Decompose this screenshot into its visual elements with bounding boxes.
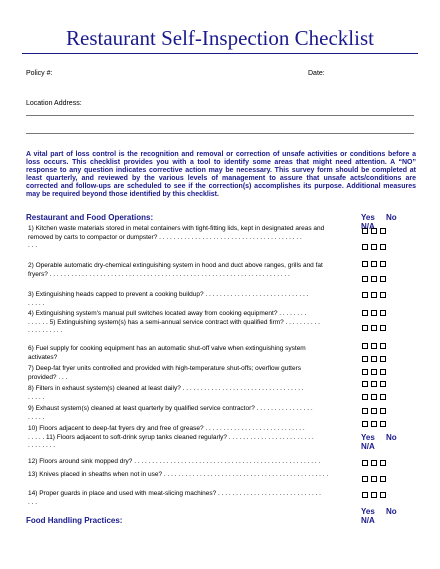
checkbox-yes[interactable] bbox=[362, 292, 368, 298]
address-line-1 bbox=[26, 115, 414, 116]
no-header-3: No bbox=[386, 507, 397, 516]
checkbox-na[interactable] bbox=[380, 394, 386, 400]
checkbox-no[interactable] bbox=[371, 228, 377, 234]
checklist-item-9: 9) Exhaust system(s) cleaned at least quarterly by qualified service contractor? . . . . . . . . . . . . . . . . . . . . . bbox=[28, 405, 313, 421]
checkbox-group-2a bbox=[362, 261, 386, 267]
na-header-3: N/A bbox=[361, 516, 375, 525]
checkbox-yes[interactable] bbox=[362, 356, 368, 362]
checkbox-no[interactable] bbox=[371, 476, 377, 482]
checkbox-group-1a bbox=[362, 228, 386, 234]
checkbox-na[interactable] bbox=[380, 460, 386, 466]
checkbox-na[interactable] bbox=[380, 310, 386, 316]
checkbox-no[interactable] bbox=[371, 292, 377, 298]
checkbox-group-1b bbox=[362, 244, 386, 250]
checklist-item-13: 13) Knives placed in sheaths when not in use? . . . . . . . . . . . . . . . . . . . . . . . . . . . . . . . . . . . . . . . . . . . . . . bbox=[28, 471, 329, 478]
checkbox-yes[interactable] bbox=[362, 325, 368, 331]
checklist-item-12: 12) Floors around sink mopped dry? . . . . . . . . . . . . . . . . . . . . . . . . . . . . . . . . . . . . . . . . . . . . . . . . . . . . bbox=[28, 458, 321, 465]
yes-header-2: Yes bbox=[361, 433, 375, 442]
checkbox-yes[interactable] bbox=[362, 369, 368, 375]
checkbox-na[interactable] bbox=[380, 381, 386, 387]
checkbox-yes[interactable] bbox=[362, 492, 368, 498]
policy-label: Policy #: bbox=[26, 70, 53, 77]
checkbox-no[interactable] bbox=[371, 261, 377, 267]
checkbox-group-5a bbox=[362, 325, 386, 331]
checkbox-na[interactable] bbox=[380, 369, 386, 375]
checkbox-group-13a bbox=[362, 476, 386, 482]
checkbox-yes[interactable] bbox=[362, 244, 368, 250]
checkbox-group-14a bbox=[362, 492, 386, 498]
checkbox-group-12a bbox=[362, 460, 386, 466]
checkbox-na[interactable] bbox=[380, 421, 386, 427]
checkbox-no[interactable] bbox=[371, 381, 377, 387]
checkbox-group-4a bbox=[362, 310, 386, 316]
checkbox-group-8a bbox=[362, 394, 386, 400]
checklist-item-10-11: 10) Floors adjacent to deep-fat fryers dry and free of grease? . . . . . . . . . . . . . . . . . . . . . . . . . . . . . . . . . 11) Floors adjacent to soft-drink syrup tanks cleaned regularly? . . . . . . . . . . . . . . . . . . . . . . . . . . . . . . . . bbox=[28, 425, 314, 449]
checkbox-yes[interactable] bbox=[362, 408, 368, 414]
checkbox-na[interactable] bbox=[380, 492, 386, 498]
checkbox-yes[interactable] bbox=[362, 343, 368, 349]
checkbox-yes[interactable] bbox=[362, 394, 368, 400]
checkbox-yes[interactable] bbox=[362, 261, 368, 267]
checklist-item-3: 3) Extinguishing heads capped to prevent a cooking buildup? . . . . . . . . . . . . . . . . . . . . . . . . . . . . . . . . . . bbox=[28, 291, 309, 307]
checkbox-yes[interactable] bbox=[362, 476, 368, 482]
checklist-item-1: 1) Kitchen waste materials stored in metal containers with tight-fitting lids, kept in designated areas and removed by carts to compactor or dumpster? . . . . . . . . . . . . . . . . . . . . . . . . . . . . . . . . . . . . . . . . . . . bbox=[28, 225, 325, 249]
location-address-label: Location Address: bbox=[26, 100, 82, 107]
checkbox-yes[interactable] bbox=[362, 310, 368, 316]
checklist-item-8: 8) Filters in exhaust system(s) cleaned at least daily? . . . . . . . . . . . . . . . . . . . . . . . . . . . . . . . . . . . . . . . bbox=[28, 385, 304, 401]
checkbox-no[interactable] bbox=[371, 408, 377, 414]
checklist-item-4-5: 4) Extinguishing system's manual pull switches located away from cooking equipment? . . . . . . . . . . . . . . 5) Extinguishing system(s) has a semi-annual service contract with qualified firm? . . . . . . . . . . . . . . . . . . . . bbox=[28, 310, 320, 334]
checklist-item-7: 7) Deep-fat fryer units controlled and provided with high-temperature shut-offs; overflow gutters provided? . . . bbox=[28, 365, 302, 381]
yes-header: Yes bbox=[361, 213, 375, 222]
checkbox-na[interactable] bbox=[380, 343, 386, 349]
no-header: No bbox=[386, 213, 397, 222]
checkbox-na[interactable] bbox=[380, 292, 386, 298]
checkbox-no[interactable] bbox=[371, 276, 377, 282]
checkbox-na[interactable] bbox=[380, 228, 386, 234]
checkbox-yes[interactable] bbox=[362, 460, 368, 466]
checklist-item-6: 6) Fuel supply for cooking equipment has an automatic shut-off valve when extinguishing system activates? bbox=[28, 345, 306, 361]
checkbox-na[interactable] bbox=[380, 276, 386, 282]
page-title: Restaurant Self-Inspection Checklist bbox=[66, 26, 374, 50]
checkbox-no[interactable] bbox=[371, 394, 377, 400]
checkbox-group-7a bbox=[362, 369, 386, 375]
checkbox-no[interactable] bbox=[371, 369, 377, 375]
checkbox-no[interactable] bbox=[371, 460, 377, 466]
checkbox-na[interactable] bbox=[380, 408, 386, 414]
checkbox-no[interactable] bbox=[371, 343, 377, 349]
checkbox-yes[interactable] bbox=[362, 421, 368, 427]
checkbox-group-6b bbox=[362, 356, 386, 362]
checkbox-no[interactable] bbox=[371, 356, 377, 362]
checkbox-na[interactable] bbox=[380, 356, 386, 362]
intro-paragraph: A vital part of loss control is the recognition and removal or correction of unsafe activities or conditions before a loss occurs. This checklist provides you with a tool to identify some areas that might need attention. A “NO” response to any question indicates corrective action may be necessary. This survey form should be completed at least quarterly, and reviewed by the various levels of management to assure that unsafe acts/conditions are corrected and follow-ups are scheduled to see if the correction(s) accomplishes its purpose. Additional measures may be required beyond those identified by this checklist. bbox=[26, 151, 416, 198]
checkbox-group-6a bbox=[362, 343, 386, 349]
date-label: Date: bbox=[308, 70, 325, 77]
checkbox-no[interactable] bbox=[371, 492, 377, 498]
checkbox-na[interactable] bbox=[380, 325, 386, 331]
checkbox-yes[interactable] bbox=[362, 228, 368, 234]
section-heading-restaurant: Restaurant and Food Operations: bbox=[26, 213, 154, 222]
checkbox-no[interactable] bbox=[371, 421, 377, 427]
checkbox-group-9a bbox=[362, 408, 386, 414]
na-header-2: N/A bbox=[361, 442, 375, 451]
section-heading-food-handling: Food Handling Practices: bbox=[26, 516, 123, 525]
checkbox-no[interactable] bbox=[371, 325, 377, 331]
checkbox-na[interactable] bbox=[380, 244, 386, 250]
address-line-2 bbox=[26, 133, 414, 134]
checkbox-group-7b bbox=[362, 381, 386, 387]
checkbox-no[interactable] bbox=[371, 310, 377, 316]
checkbox-group-2b bbox=[362, 276, 386, 282]
title-divider bbox=[22, 53, 418, 54]
na-header: N/A bbox=[361, 222, 375, 231]
checkbox-na[interactable] bbox=[380, 261, 386, 267]
checkbox-no[interactable] bbox=[371, 244, 377, 250]
yes-header-3: Yes bbox=[361, 507, 375, 516]
checkbox-group-3a bbox=[362, 292, 386, 298]
checkbox-na[interactable] bbox=[380, 476, 386, 482]
no-header-2: No bbox=[386, 433, 397, 442]
checklist-item-14: 14) Proper guards in place and used with meat-slicing machines? . . . . . . . . . . . . . . . . . . . . . . . . . . . . . . . . bbox=[28, 490, 321, 506]
checkbox-yes[interactable] bbox=[362, 276, 368, 282]
checkbox-yes[interactable] bbox=[362, 381, 368, 387]
checklist-item-2: 2) Operable automatic dry-chemical extinguishing system in hood and duct above ranges, grills and fat fryers? . . . . . . . . . . . . . . . . . . . . . . . . . . . . . . . . . . . . . . . . . . . . . . . . . . . . . . . . . . . . . . . . . . . bbox=[28, 262, 323, 278]
checkbox-group-10a bbox=[362, 421, 386, 427]
